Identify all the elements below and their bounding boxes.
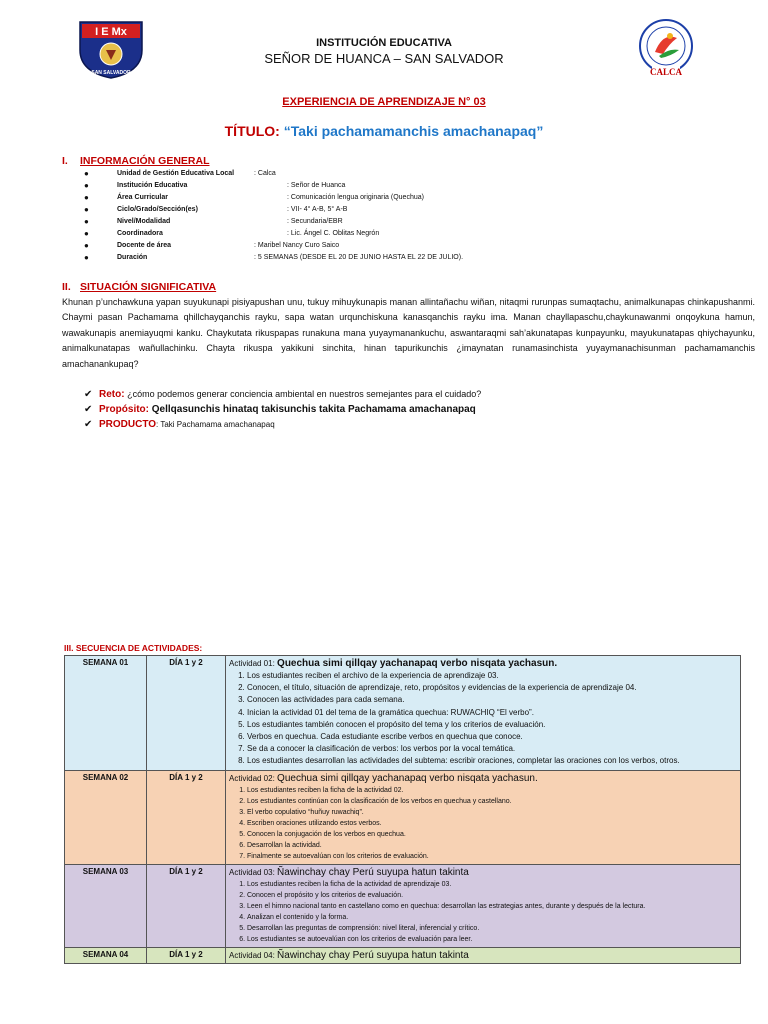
table-row bbox=[65, 947, 741, 963]
activity-cell bbox=[226, 770, 741, 864]
table-row bbox=[65, 864, 741, 947]
list-item: 5. Conocen la conjugación de los verbos en quechua. bbox=[247, 829, 737, 840]
list-item: 4. Analizan el contenido y la forma. bbox=[247, 912, 737, 923]
list-item: 1. Los estudiantes reciben la ficha de la actividad de aprendizaje 03. bbox=[247, 879, 737, 890]
product-item: ✔ PRODUCTO: Taki Pachamama amachanapaq bbox=[84, 419, 275, 430]
bullet-icon: ● bbox=[84, 205, 89, 214]
activity-cell bbox=[226, 864, 741, 947]
list-item: 6. Verbos en quechua. Cada estudiante escribe verbos en quechua que conoce. bbox=[247, 731, 737, 743]
bullet-icon: ● bbox=[84, 181, 89, 190]
ugel-caption: CALCA bbox=[649, 67, 683, 77]
list-item: 2. Conocen, el título, situación de aprendizaje, reto, propósitos y evidencias de la experiencia de aprendizaje 04. bbox=[247, 682, 737, 694]
check-icon: ✔ bbox=[84, 419, 93, 430]
list-item: 6. Desarrollan la actividad. bbox=[247, 840, 737, 851]
week-cell: SEMANA 04 bbox=[65, 947, 147, 963]
bullet-icon: ● bbox=[84, 241, 89, 250]
section-general-info-heading: I. INFORMACIÓN GENERAL bbox=[62, 155, 210, 167]
document-title bbox=[0, 123, 768, 139]
purpose-item: ✔ Propósito: Qellqasunchis hinataq takisunchis takita Pachamama amachanapaq bbox=[84, 404, 476, 415]
logo-caption: SAN SALVADOR bbox=[91, 70, 131, 76]
school-logo bbox=[76, 20, 146, 80]
list-item: 4. Escriben oraciones utilizando estos verbos. bbox=[247, 818, 737, 829]
challenge-item: ✔ Reto: ¿cómo podemos generar conciencia ambiental en nuestros semejantes para el cuidado? bbox=[84, 389, 482, 400]
list-item: 2. Los estudiantes continúan con la clasificación de los verbos en quechua y castellano. bbox=[247, 796, 737, 807]
day-cell: DÍA 1 y 2 bbox=[147, 947, 226, 963]
activity-title: Actividad 02: Quechua simi qillqay yachanapaq verbo nisqata yachasun. bbox=[229, 772, 538, 784]
logo-letters: I E Mx bbox=[95, 26, 127, 38]
activity-title: Actividad 01: Quechua simi qillqay yachanapaq verbo nisqata yachasun. bbox=[229, 658, 558, 669]
list-item: 8. Los estudiantes desarrollan las actividades del subtema: escribir oraciones, completar las oraciones con los verbos, otros. bbox=[247, 755, 737, 767]
bullet-icon: ● bbox=[84, 217, 89, 226]
table-row bbox=[65, 656, 741, 771]
bullet-icon: ● bbox=[84, 229, 89, 238]
list-item: 5. Desarrollan las preguntas de comprensión: nivel literal, inferencial y crítico. bbox=[247, 923, 737, 934]
institution-name: SEÑOR DE HUANCA – SAN SALVADOR bbox=[264, 51, 504, 66]
day-cell: DÍA 1 y 2 bbox=[147, 864, 226, 947]
week-cell: SEMANA 02 bbox=[65, 770, 147, 864]
section-activities-heading: III. SECUENCIA DE ACTIVIDADES: bbox=[64, 643, 203, 653]
list-item: 3. Conocen las actividades para cada semana. bbox=[247, 694, 737, 706]
bullet-icon: ● bbox=[84, 169, 89, 178]
title-label: TÍTULO: bbox=[224, 123, 280, 139]
activity-title: Actividad 03: Ñawinchay chay Perú suyupa hatun takinta bbox=[229, 866, 469, 878]
list-item: 3. El verbo copulativo “huñuy ruwachiq”. bbox=[247, 807, 737, 818]
list-item: 7. Finalmente se autoevalúan con los criterios de evaluación. bbox=[247, 851, 737, 862]
activity-steps bbox=[229, 785, 737, 862]
day-cell: DÍA 1 y 2 bbox=[147, 656, 226, 771]
table-row bbox=[65, 770, 741, 864]
activity-cell bbox=[226, 947, 741, 963]
day-cell: DÍA 1 y 2 bbox=[147, 770, 226, 864]
list-item: 1. Los estudiantes reciben el archivo de la experiencia de aprendizaje 03. bbox=[247, 670, 737, 682]
list-item: 3. Leen el himno nacional tanto en castellano como en quechua: desarrollan las estrategias antes, durante y después de la lectura. bbox=[247, 901, 737, 912]
institution-label: INSTITUCIÓN EDUCATIVA bbox=[316, 37, 452, 49]
activity-steps bbox=[229, 879, 737, 945]
activity-cell bbox=[226, 656, 741, 771]
ugel-logo bbox=[633, 18, 699, 80]
experience-heading: EXPERIENCIA DE APRENDIZAJE N° 03 bbox=[282, 96, 486, 108]
check-icon: ✔ bbox=[84, 389, 93, 400]
title-value: “Taki pachamamanchis amachanapaq” bbox=[283, 123, 544, 139]
list-item: 7. Se da a conocer la clasificación de verbos: los verbos por la vocal temática. bbox=[247, 743, 737, 755]
bullet-icon: ● bbox=[84, 193, 89, 202]
activities-table bbox=[64, 655, 741, 964]
week-cell: SEMANA 03 bbox=[65, 864, 147, 947]
list-item: 6. Los estudiantes se autoevalúan con los criterios de evaluación para leer. bbox=[247, 934, 737, 945]
section-situation-heading: II. SITUACIÓN SIGNIFICATIVA bbox=[62, 281, 217, 293]
situation-paragraph: Khunan p’unchawkuna yapan suyukunapi pisiyapushan unu, tukuy mihuykunapis manan allintañachu wiñan, nitaqmi rurunpas sumaqtachu, animalkunapas chinkapushanmi. Chaymi pasan Pachamama qhillchayqanchis rayku, sapa watan urqunchiskuna kanasqanchis rayku ima. Manan chayllapaschu,chaykunawanmi onqoykuna hamun, wawakunapis anemiayuqmi kanku. Chaykutata rikuspapas runakuna mana yuyaymanankuchu, aswantaraqmi sah’akunatapas kunpayunku, mayukunatapas qhiychayunku, animalkunatapas wañullachinku. Chayta rikuspa yakikuni sinchita, hinan tapurikunchis ¿imaynatan runamasinchista yuyaymanachisunman pachamamanchis amachanankupaq? bbox=[62, 297, 755, 369]
list-item: 4. Inician la actividad 01 del tema de la gramática quechua: RUWACHIQ “El verbo”. bbox=[247, 707, 737, 719]
check-icon: ✔ bbox=[84, 404, 93, 415]
list-item: 2. Conocen el propósito y los criterios de evaluación. bbox=[247, 890, 737, 901]
week-cell: SEMANA 01 bbox=[65, 656, 147, 771]
list-item: 5. Los estudiantes también conocen el propósito del tema y los criterios de evaluación. bbox=[247, 719, 737, 731]
bullet-icon: ● bbox=[84, 253, 89, 262]
list-item: 1. Los estudiantes reciben la ficha de la actividad 02. bbox=[247, 785, 737, 796]
activity-steps bbox=[229, 670, 737, 768]
activity-title: Actividad 04: Ñawinchay chay Perú suyupa hatun takinta bbox=[229, 949, 469, 961]
